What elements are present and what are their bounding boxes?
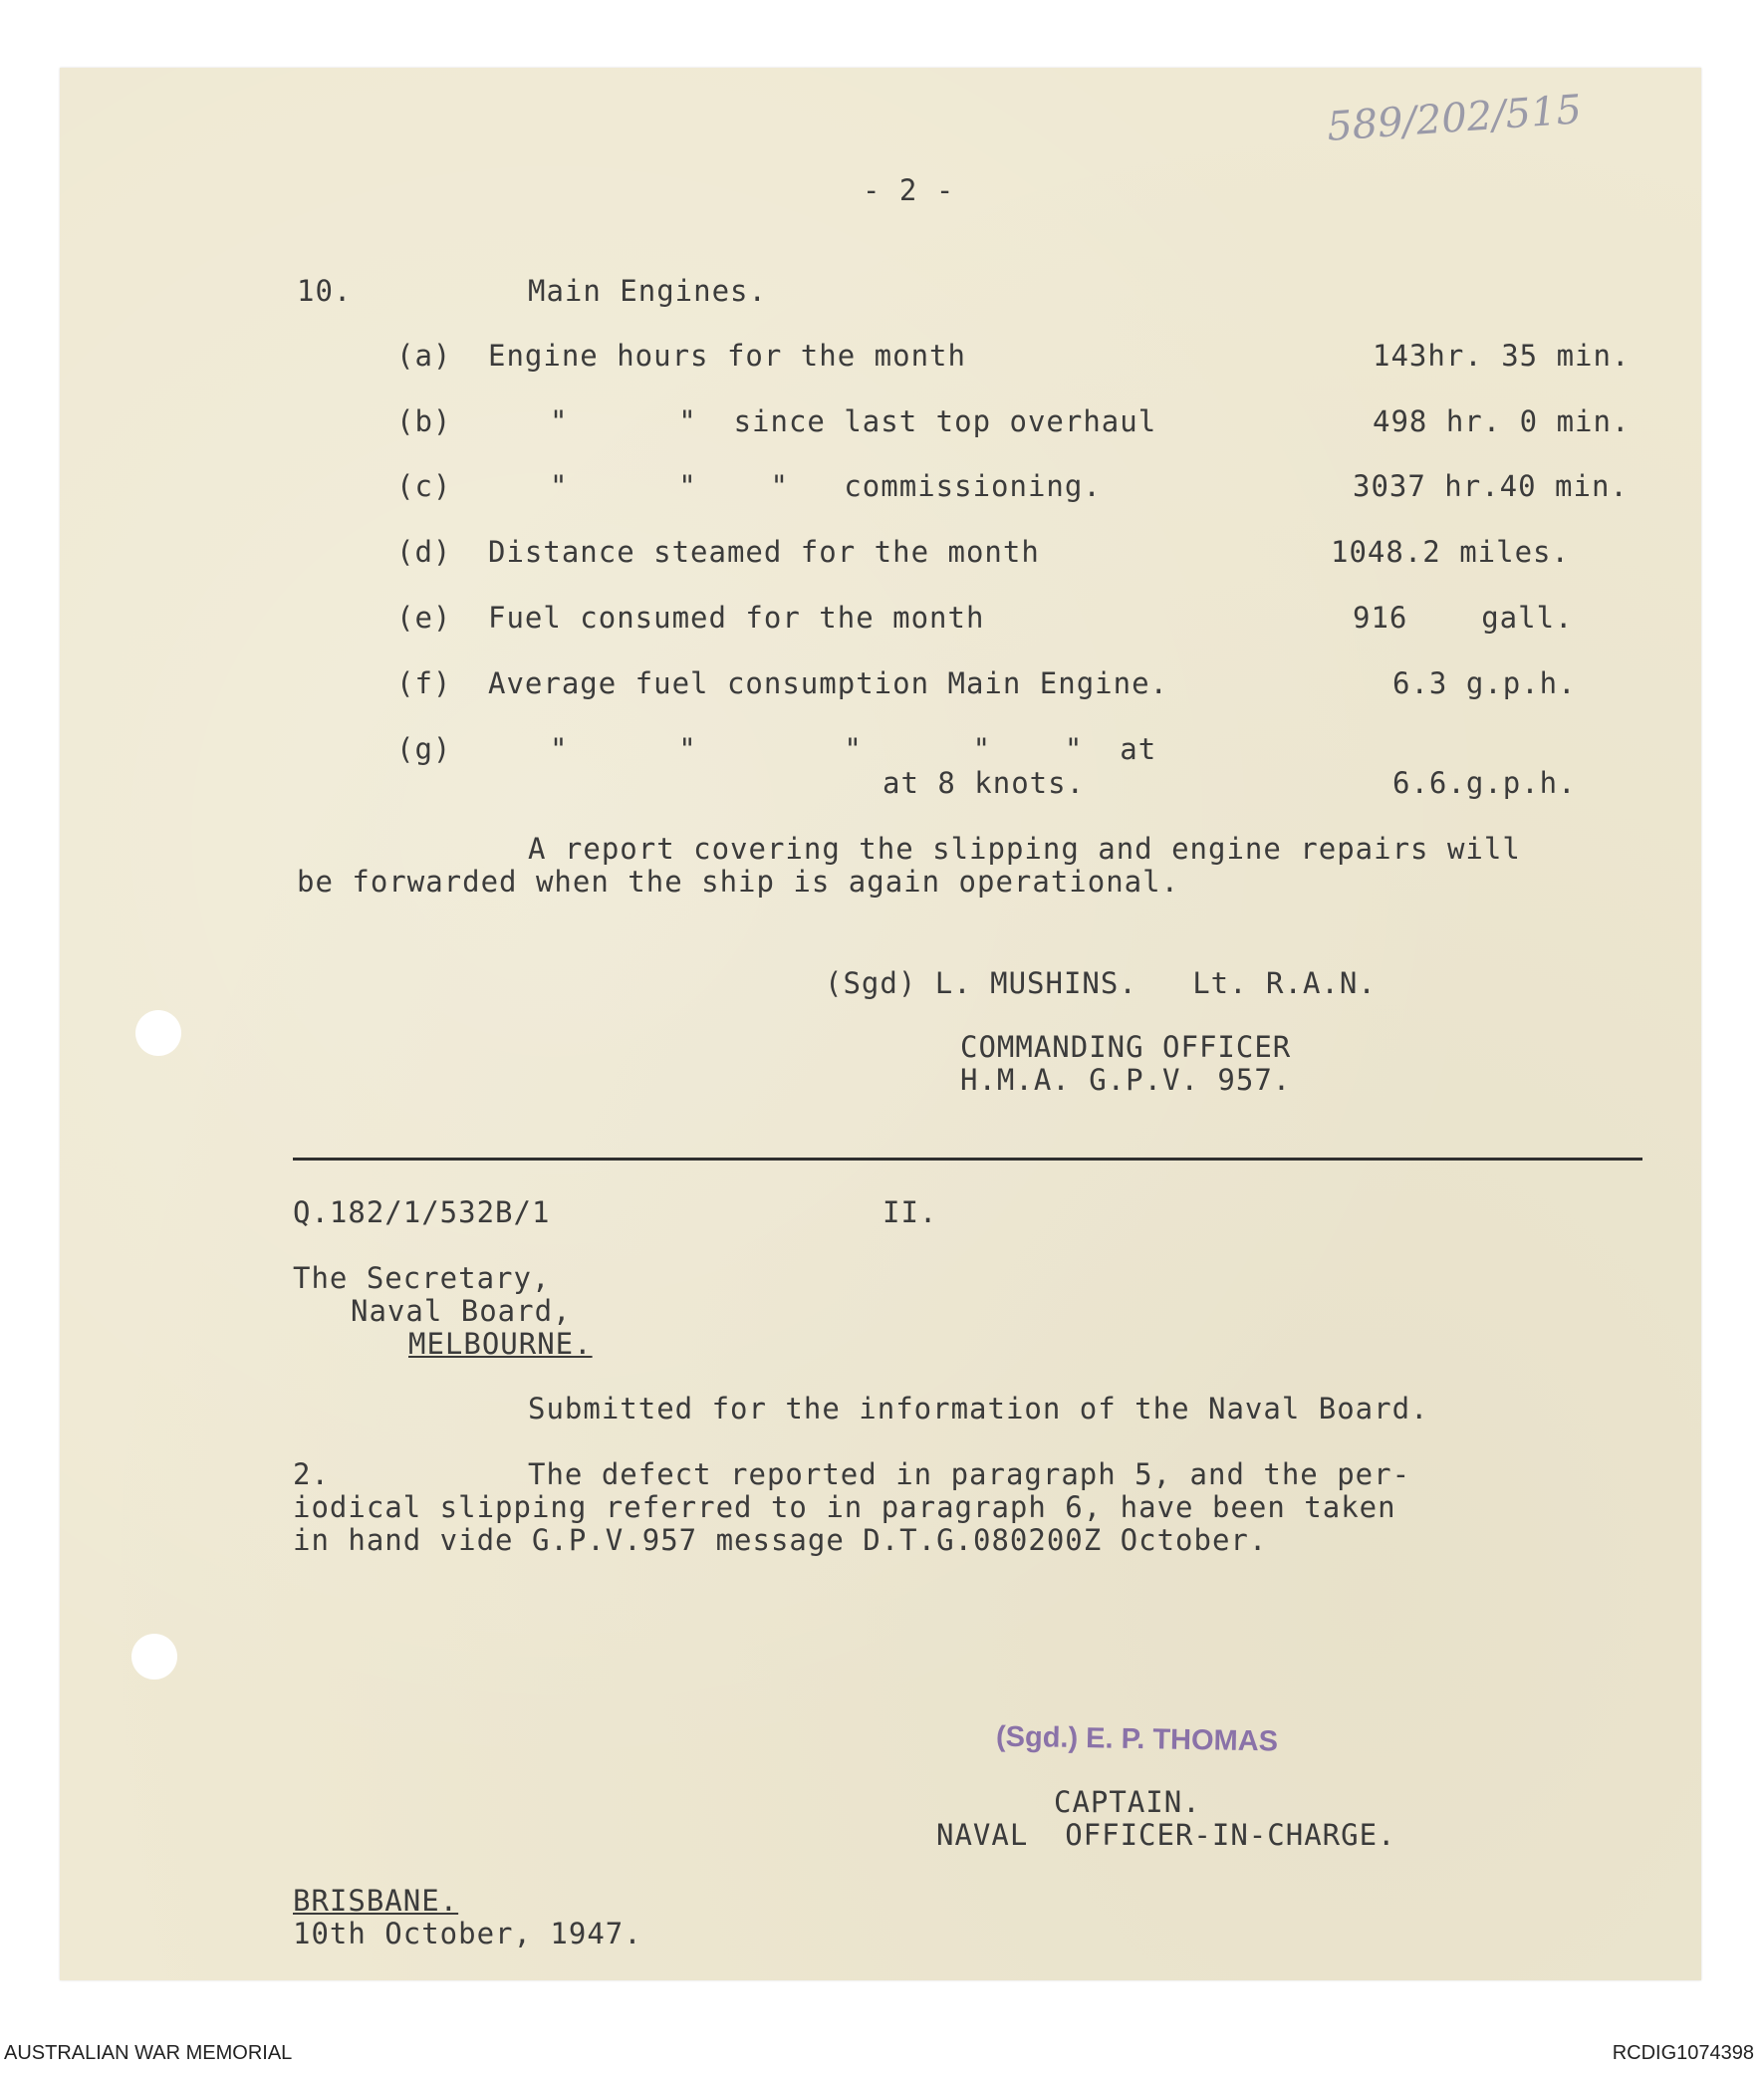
page-number: - 2 - [863, 173, 955, 207]
closing-date: 10th October, 1947. [293, 1917, 642, 1950]
minute-paragraph-2-line-3: in hand vide G.P.V.957 message D.T.G.080200Z October. [293, 1523, 1268, 1557]
item-label-f: (f) [396, 666, 452, 700]
addressee-line-2: Naval Board, [351, 1294, 572, 1328]
section-number: 10. [297, 274, 353, 308]
item-value-d: 1048.2 miles. [1331, 535, 1570, 569]
signature-rank-2: CAPTAIN. [1054, 1785, 1201, 1819]
divider-rule [293, 1158, 1642, 1161]
item-text-f: Average fuel consumption Main Engine. [488, 666, 1169, 700]
signature-role-1: COMMANDING OFFICER [960, 1030, 1292, 1064]
item-label-g: (g) [396, 732, 452, 766]
footer-record-id: RCDIG1074398 [1612, 2042, 1754, 2064]
item-text-b: " " since last top overhaul [550, 404, 1157, 438]
signature-stamp: (Sgd.) E. P. THOMAS [995, 1720, 1279, 1758]
item-label-c: (c) [396, 469, 452, 503]
item-text-e: Fuel consumed for the month [488, 601, 985, 635]
item-label-b: (b) [396, 404, 452, 438]
item-value-b: 498 hr. 0 min. [1373, 404, 1631, 438]
signature-role-2: NAVAL OFFICER-IN-CHARGE. [936, 1818, 1396, 1852]
item-label-e: (e) [396, 601, 452, 635]
punch-hole-bottom [131, 1634, 177, 1680]
minute-paragraph-2-line-2: iodical slipping referred to in paragraph 6, have been taken [293, 1490, 1396, 1524]
minute-reference: Q.182/1/532B/1 [293, 1195, 551, 1229]
handwritten-file-reference: 589/202/515 [1325, 87, 1584, 150]
item-label-a: (a) [396, 339, 452, 373]
report-line-1: A report covering the slipping and engine repairs will [528, 832, 1521, 866]
item-value-f: 6.3 g.p.h. [1392, 666, 1577, 700]
item-label-d: (d) [396, 535, 452, 569]
item-text-c: " " " commissioning. [550, 469, 1102, 503]
item-value-g: 6.6.g.p.h. [1392, 766, 1577, 800]
footer-source: AUSTRALIAN WAR MEMORIAL [4, 2042, 293, 2064]
report-line-2: be forwarded when the ship is again operational. [297, 865, 1180, 899]
punch-hole-top [135, 1010, 181, 1056]
section-title: Main Engines. [528, 274, 767, 308]
item-value-a: 143hr. 35 min. [1373, 339, 1631, 373]
addressee-line-3: MELBOURNE. [408, 1327, 593, 1361]
minute-paragraph-2-number: 2. [293, 1457, 330, 1491]
minute-paragraph-2-line-1: The defect reported in paragraph 5, and the per- [528, 1457, 1411, 1491]
minute-sequence: II. [882, 1195, 938, 1229]
item-text-g-line2: at 8 knots. [882, 766, 1086, 800]
addressee-line-1: The Secretary, [293, 1261, 551, 1295]
item-text-g: " " " " " at [550, 732, 1157, 766]
item-text-a: Engine hours for the month [488, 339, 966, 373]
signature-unit-1: H.M.A. G.P.V. 957. [960, 1063, 1292, 1097]
minute-paragraph-1: Submitted for the information of the Naval Board. [528, 1392, 1429, 1426]
item-text-d: Distance steamed for the month [488, 535, 1040, 569]
signature-line-1: (Sgd) L. MUSHINS. Lt. R.A.N. [825, 966, 1377, 1000]
closing-place: BRISBANE. [293, 1884, 459, 1918]
item-value-c: 3037 hr.40 min. [1353, 469, 1629, 503]
item-value-e: 916 gall. [1353, 601, 1574, 635]
